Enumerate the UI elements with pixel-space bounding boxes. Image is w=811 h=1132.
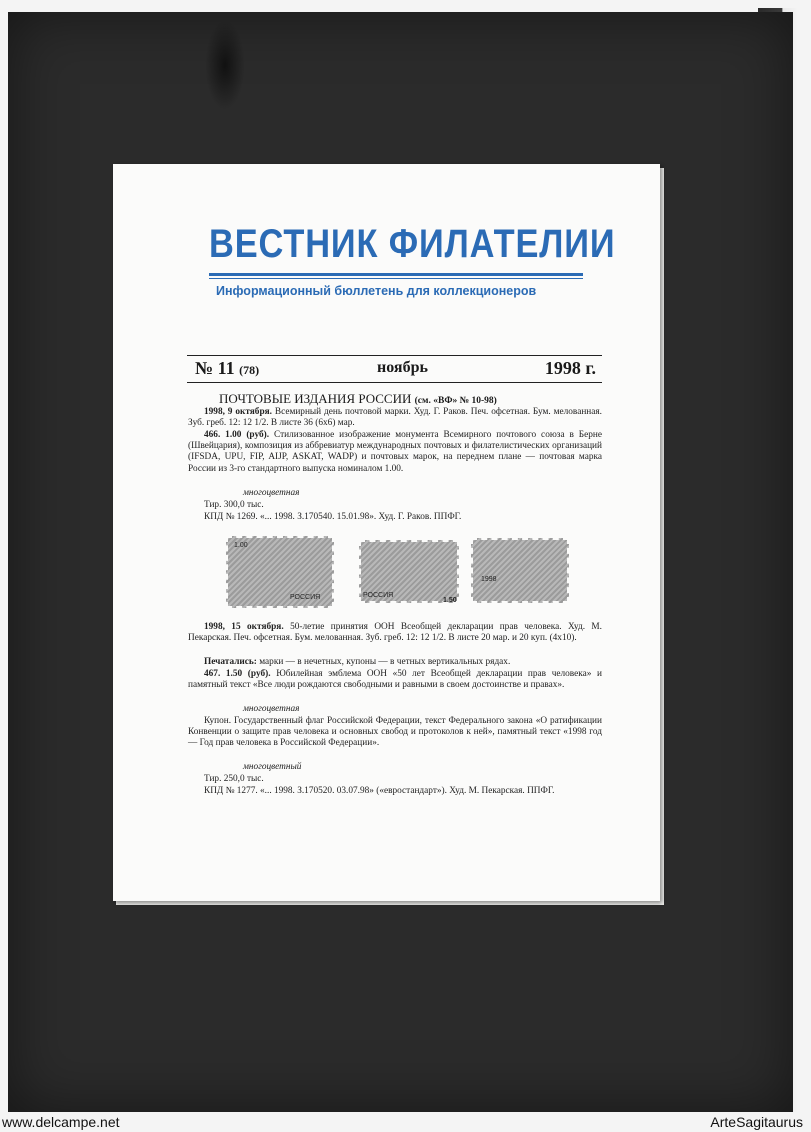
issue1-stamp-desc: 466. 1.00 (руб). Стилизованное изображение монумента Всемирного почтового союза в Берне (Швейцария), композиция из аббревиатур международных почтовых и филателистических организаций (IFSDA, UPU, FIP, AIJP, ASKAT, WADP) и почтовых марок, на переднем плане — почтовая марка России из 3-го стандартного выпуска номиналом 1.00. — [188, 430, 602, 474]
issue1-intro: 1998, 9 октября. Всемирный день почтовой марки. Худ. Г. Раков. Печ. офсетная. Бум. мелованная. Зуб. греб. 12: 12 1/2. В листе 36 (6х6) мар. — [188, 407, 602, 429]
issue2-print-run: Тир. 250,0 тыс. — [204, 774, 264, 784]
section-title: ПОЧТОВЫЕ ИЗДАНИЯ РОССИИ (см. «ВФ» № 10-98) — [219, 391, 497, 406]
masthead-rule-thin — [209, 278, 583, 279]
issue1-color: многоцветная — [243, 488, 300, 498]
issue-serial: (78) — [239, 363, 260, 377]
masthead-subtitle: Информационный бюллетень для коллекционеров — [216, 284, 537, 298]
stamp1-country: РОССИЯ — [290, 594, 321, 601]
section-reference: (см. «ВФ» № 10-98) — [414, 396, 497, 406]
watermark-left: www.delcampe.net — [2, 1114, 120, 1130]
issue-month: ноябрь — [377, 359, 428, 376]
booklet-cover — [113, 164, 660, 901]
masthead-rule-thick — [209, 273, 583, 276]
issue2-color1: многоцветная — [243, 704, 300, 714]
stamp-image-1 — [226, 536, 334, 608]
stamp2-value: 1.50 — [443, 597, 457, 604]
stamp1-value: 1.00 — [234, 542, 248, 549]
issue2-kpd: КПД № 1277. «... 1998. З.170520. 03.07.98» («евростандарт»). Худ. М. Пекарская. ППФГ. — [204, 786, 555, 796]
issue2-coupon: Купон. Государственный флаг Российской Федерации, текст Федерального закона «О ратификации Конвенции о защите прав человека и основных свобод и протоколов к ней», памятный текст «1998 год — Год прав человека в Российской Федерации». — [188, 716, 602, 749]
issue2-stamp-desc: 467. 1.50 (руб). Юбилейная эмблема ООН «50 лет Всеобщей декларации прав человека» и памятный текст «Все люди рождаются свободными и равными в своем достоинстве и правах». — [188, 669, 602, 691]
issue1-kpd: КПД № 1269. «... 1998. З.170540. 15.01.98». Худ. Г. Раков. ППФГ. — [204, 512, 462, 522]
stamp2-country: РОССИЯ — [363, 592, 394, 599]
issue1-print-run: Тир. 300,0 тыс. — [204, 500, 264, 510]
issue2-color2: многоцветный — [243, 762, 302, 772]
issue2-intro: 1998, 15 октября. 50-летие принятия ООН Всеобщей декларации прав человека. Худ. М. Пекарская. Печ. офсетная. Бум. мелованная. Зуб. греб. 12: 12 1/2. В листе 20 мар. и 20 куп. (4х10). — [188, 622, 602, 644]
stamp-image-2 — [359, 540, 459, 603]
issue-number: № 11 (78) — [195, 358, 260, 378]
masthead-title: ВЕСТНИК ФИЛАТЕЛИИ — [209, 222, 616, 266]
smudge-mark — [205, 20, 245, 110]
coupon-year: 1998 — [481, 576, 497, 583]
watermark-right: ArteSagitaurus — [710, 1114, 803, 1130]
issue-header — [187, 355, 602, 383]
coupon-image — [471, 538, 569, 603]
issue2-printed: Печатались: марки — в нечетных, купоны — в четных вертикальных рядах. — [204, 657, 511, 667]
issue-year: 1998 г. — [544, 358, 596, 378]
